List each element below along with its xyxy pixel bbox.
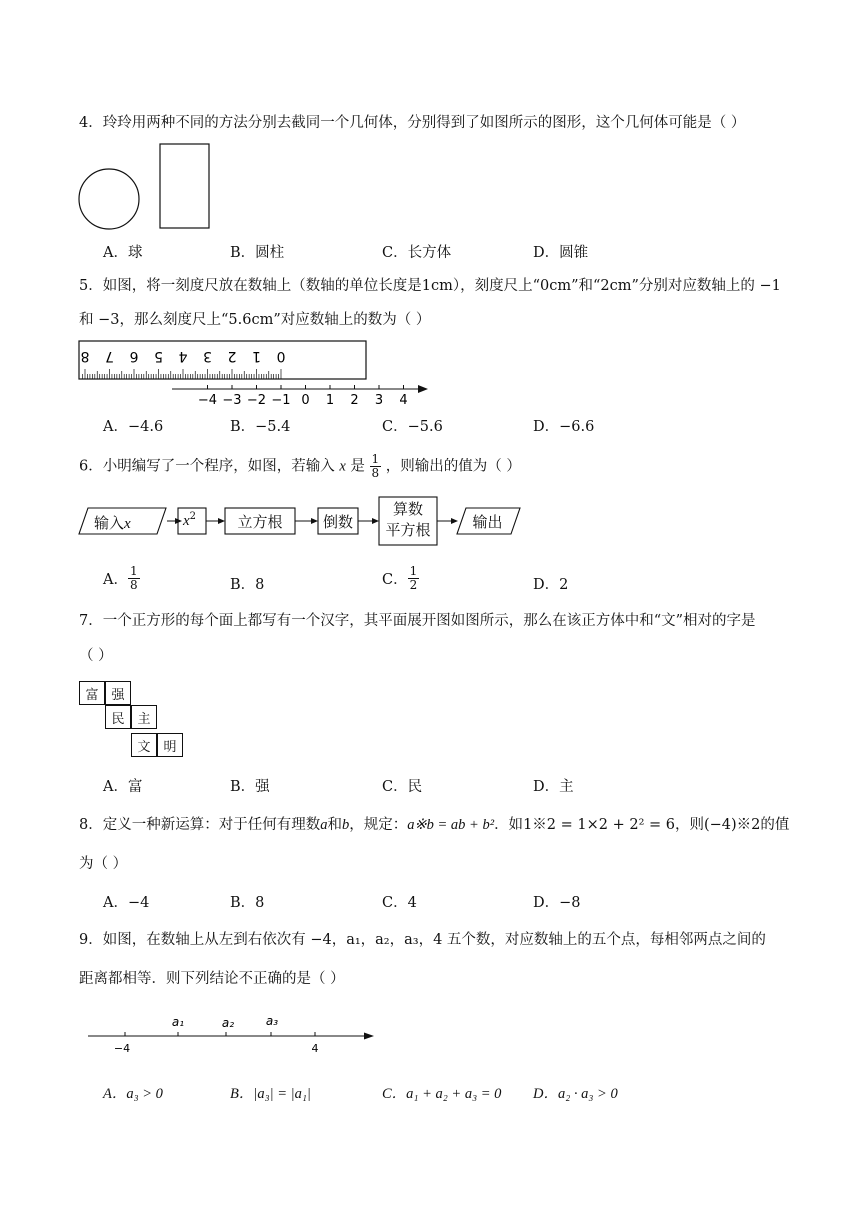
q6-option-b[interactable]: B．8 [230,577,265,593]
q6-flowchart [76,495,526,547]
q6-flow-square-base: x [183,513,190,529]
q6-flow-output: 输出 [472,512,503,531]
q5-ruler-figure [76,338,436,408]
q8-stem-and: 和 [327,817,342,833]
q6-option-a-den: 8 [129,578,138,592]
arrow-right-icon [218,518,225,524]
q6-flow-input-var: x [124,516,131,532]
q9-stem-line2: 距离都相等．则下列结论不正确的是（ ） [79,971,345,987]
q5-option-d[interactable]: D．−6.6 [533,419,595,435]
arrow-right-icon [372,518,379,524]
q7-cell-qiang: 强 [105,681,131,705]
q5-axis-arrow-icon [418,385,428,393]
q6-stem-part-b: 是 [350,458,365,475]
q4-rectangle-shape [160,144,209,228]
q6-stem [79,453,521,480]
ruler-digit: 1 [252,348,261,364]
q8-stem-c: ．如 [494,817,524,833]
q8-stem-a: 8．定义一种新运算：对于任何有理数 [79,817,321,833]
q7-option-c[interactable]: C．民 [382,779,423,795]
q4-figure [76,140,216,232]
ruler-digit: 8 [80,348,90,364]
q9-option-c[interactable]: C．a₁ + a₂ + a₃ = 0 [382,1086,502,1102]
q6-flow-sqrt [379,499,437,541]
q9-option-d[interactable]: D．a₂ · a₃ > 0 [533,1086,618,1102]
q6-flow-sqrt-line1: 算数 [392,500,423,518]
ruler-digit: 4 [178,348,188,364]
q9-label-a3: a₃ [265,1014,279,1028]
q5-option-b[interactable]: B．−5.4 [230,419,291,435]
ruler-digit: 3 [203,348,212,364]
q8-var-a: a [320,817,328,833]
q9-label-minus4: −4 [113,1042,131,1055]
q8-rule: a※b = ab + b² [407,817,495,833]
q8-stem-d: ，则 [674,817,704,833]
axis-label: 0 [301,393,310,408]
q6-option-c[interactable] [382,565,419,592]
q8-example: 1※2 = 1×2 + 2² = 6 [523,817,675,833]
ruler-digit: 7 [105,348,114,364]
q4-option-d[interactable]: D．圆锥 [533,245,589,261]
q8-stem-b: ，规定： [349,817,408,833]
q6-option-c-fraction [408,565,420,592]
q6-stem-part-a: 6．小明编写了一个程序，如图，若输入 [79,458,335,475]
q6-flow-input-label: 输入 [94,514,125,532]
q6-option-a[interactable] [103,565,140,592]
q9-option-a[interactable]: A．a₃ > 0 [103,1086,163,1102]
q6-flow-sqrt-line2: 平方根 [385,521,431,539]
q6-option-a-label: A． [103,572,128,588]
q6-flow-reciprocal: 倒数 [322,512,353,531]
q7-cell-zhu: 主 [131,705,157,729]
q5-option-c[interactable]: C．−5.6 [382,419,443,435]
ruler-digit: 0 [276,348,286,364]
q6-option-d[interactable]: D．2 [533,577,569,593]
q6-option-a-num: 1 [129,564,138,578]
q7-cell-fu: 富 [79,681,105,705]
ruler-digit: 5 [154,348,163,364]
q6-option-c-den: 2 [409,578,418,592]
q9-label-a2: a₂ [221,1016,235,1030]
q8-stem-line1 [79,814,789,836]
q8-option-b[interactable]: B．8 [230,895,265,911]
q6-option-a-fraction [128,565,140,592]
ruler-digit: 2 [227,348,237,364]
q8-stem-e: 的值 [760,817,790,833]
axis-label: 2 [350,393,359,408]
q7-cell-wen: 文 [131,733,157,757]
q4-stem: 4．玲玲用两种不同的方法分别去截同一个几何体，分别得到了如图所示的图形，这个几何体可能是（ ） [79,115,746,131]
axis-label: −4 [197,393,218,408]
q4-option-a[interactable]: A．球 [103,245,143,261]
q6-flow-cuberoot: 立方根 [237,512,283,531]
q9-label-4: 4 [311,1042,319,1055]
q9-option-b[interactable]: B．|a₃| = |a₁| [230,1086,311,1102]
q4-option-b[interactable]: B．圆柱 [230,245,285,261]
q6-stem-frac-num: 1 [371,452,380,466]
axis-label: −3 [222,393,242,408]
q7-option-b[interactable]: B．强 [230,779,270,795]
q5-stem-line2: 和 −3，那么刻度尺上“5.6cm”对应数轴上的数为（ ） [79,312,431,328]
q6-stem-part-c: ，则输出的值为（ ） [385,458,521,475]
arrow-right-icon [451,518,458,524]
q6-flow-input [94,512,131,533]
q8-option-a[interactable]: A．−4 [103,895,150,911]
q7-stem-line2: （ ） [79,648,113,664]
q6-option-c-num: 1 [409,564,418,578]
axis-label: −1 [271,393,291,408]
axis-label: 3 [374,393,384,408]
q6-flow-square [183,511,196,530]
q6-option-c-label: C． [382,572,408,588]
arrow-right-icon [311,518,318,524]
q5-option-a[interactable]: A．−4.6 [103,419,164,435]
q8-var-b: b [341,817,350,833]
q7-option-a[interactable]: A．富 [103,779,143,795]
axis-label: 4 [399,393,408,408]
q7-option-d[interactable]: D．主 [533,779,574,795]
q9-number-line [76,1010,386,1060]
q4-option-c[interactable]: C．长方体 [382,245,452,261]
q9-axis-arrow-icon [364,1033,374,1040]
q6-stem-frac-den: 8 [371,466,380,480]
q5-stem-line1: 5．如图，将一刻度尺放在数轴上（数轴的单位长度是1cm），刻度尺上“0cm”和“2cm”分别对应数轴上的 −1 [79,278,781,294]
q8-option-d[interactable]: D．−8 [533,895,581,911]
q8-stem-line2: 为（ ） [79,856,128,872]
q8-option-c[interactable]: C．4 [382,895,417,911]
axis-label: 1 [325,393,335,408]
q7-stem-line1: 7．一个正方形的每个面上都写有一个汉字，其平面展开图如图所示，那么在该正方体中和“文”相对的字是 [79,613,756,629]
q7-cell-min: 民 [105,705,131,729]
q9-stem-line1: 9．如图，在数轴上从左到右依次有 −4，a₁，a₂，a₃，4 五个数，对应数轴上的五个点，每相邻两点之间的 [79,932,766,948]
ruler-digit: 6 [129,348,139,364]
q9-label-a1: a₁ [171,1015,185,1029]
axis-label: −2 [246,393,267,408]
q7-cell-ming: 明 [157,733,183,757]
q6-stem-var: x [339,458,346,475]
q6-flow-square-exp: 2 [189,511,197,522]
q8-question-expr: (−4)※2 [703,817,761,833]
q6-stem-fraction [370,453,382,480]
q4-circle-shape [79,169,139,229]
